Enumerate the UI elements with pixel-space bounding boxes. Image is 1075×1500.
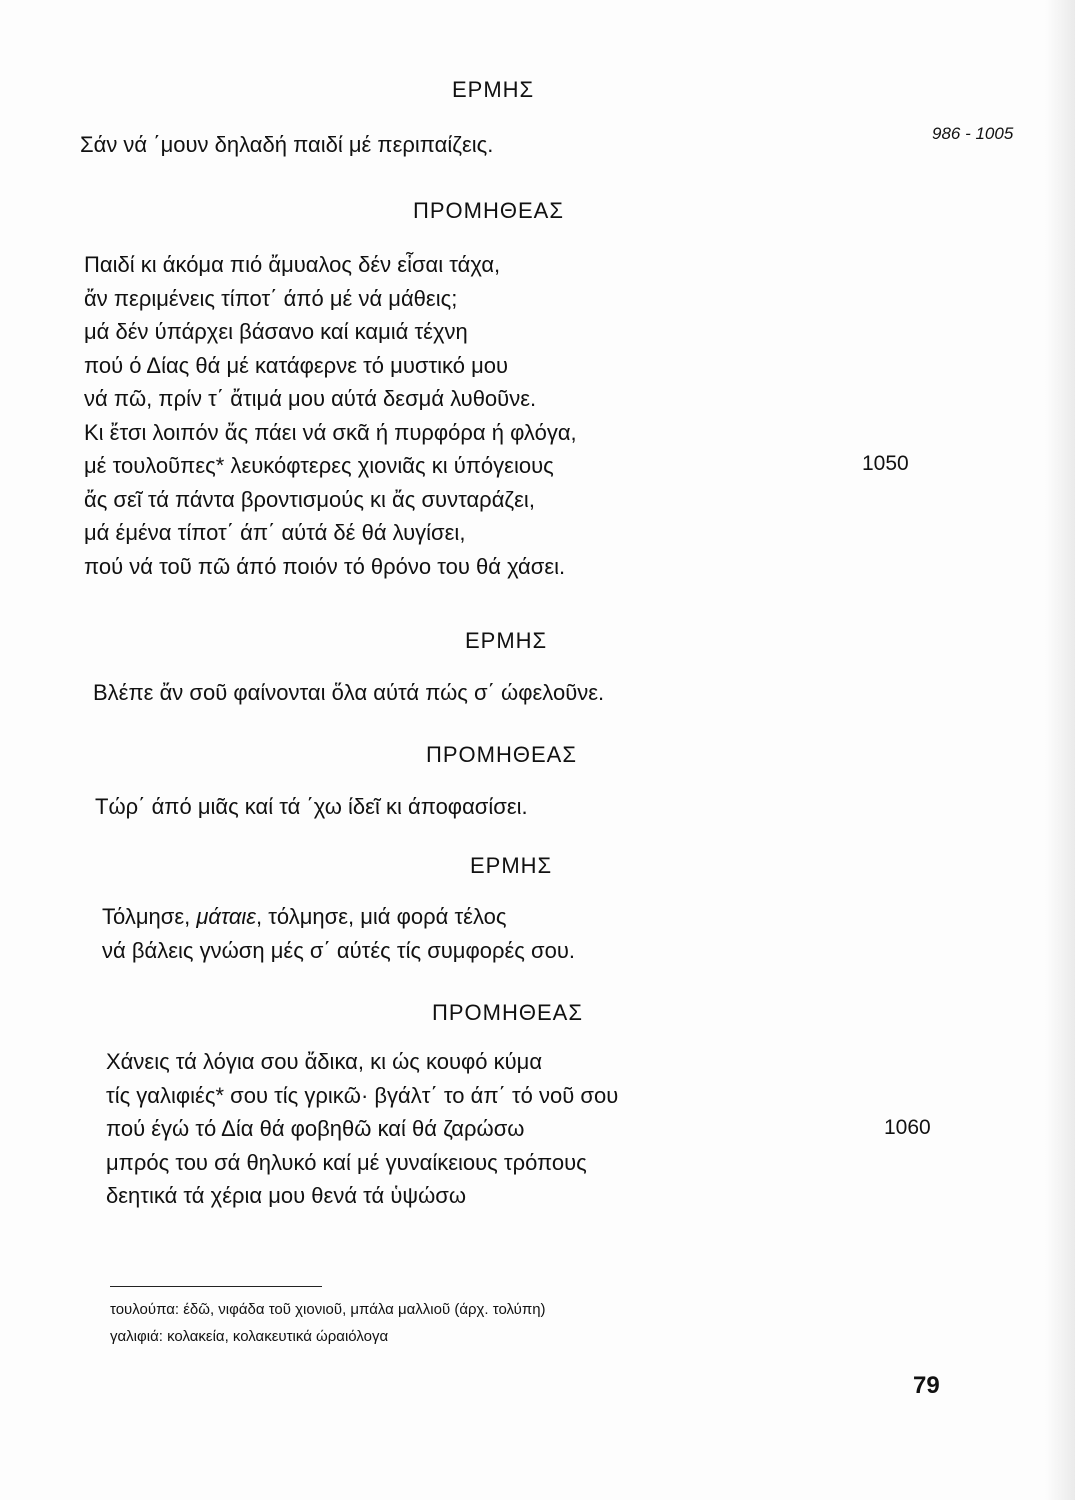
verse-block [102,900,575,967]
verse-line: μά έμένα τίποτ΄ άπ΄ αύτά δέ θά λυγίσει, [84,520,466,545]
speaker-heading: ΠΡΟΜΗΘΕΑΣ [413,198,564,223]
verse-line: Σάν νά ΄μουν δηλαδή παιδί μέ περιπαίζεις. [80,132,494,157]
verse-line: νά βάλεις γνώση μές σ΄ αύτές τίς συμφορές σου. [102,937,575,963]
verse-line: Τώρ΄ άπό μιᾶς καί τά ΄χω ίδεῖ κι άποφασίσει. [95,794,528,819]
line-number: 1060 [884,1116,931,1139]
verse-block [95,790,528,824]
verse-line: τίς γαλιφιές* σου τίς γρικῶ· βγάλτ΄ το άπ΄ τό νοῦ σου [106,1082,619,1108]
verse-line: δεητικά τά χέρια μου θενά τά ὑψώσω [106,1183,467,1208]
verse-line: ἄς σεῖ τά πάντα βροντισμούς κι ἄς συνταράζει, [84,486,535,512]
verse-line: Κι ἔτσι λοιπόν ἄς πάει νά σκᾶ ή πυρφόρα ή φλόγα, [84,419,577,445]
verse-line: πού ό Δίας θά μέ κατάφερνε τό μυστικό μου [84,352,509,378]
verse-line: μά δέν ύπάρχει βάσανο καί καμιά τέχνη [84,319,468,344]
footnote: γαλιφιά: κολακεία, κολακευτικά ώραιόλογα [110,1328,389,1345]
page-number: 79 [913,1372,940,1399]
verse-block [80,128,493,162]
footnote-rule [110,1286,322,1287]
verse-text: Τόλμησε, [102,904,197,929]
footnote: τουλούπα: έδῶ, νιφάδα τοῦ χιονιοῦ, μπάλα μαλλιοῦ (άρχ. τολύπη) [110,1301,546,1318]
verse-line: Χάνεις τά λόγια σου ἄδικα, κι ώς κουφό κύμα [106,1049,543,1074]
verse-line: πού έγώ τό Δία θά φοβηθῶ καί θά ζαρώσω [106,1116,525,1141]
verse-line: Παιδί κι άκόμα πιό ἄμυαλος δέν εἶσαι τάχα, [84,252,501,277]
line-number: 1050 [862,452,909,475]
speaker-heading: ΠΡΟΜΗΘΕΑΣ [432,1000,583,1025]
verse-block [93,676,604,710]
verse-line [102,900,575,934]
verse-line: ἄν περιμένεις τίποτ΄ άπό μέ νά μάθεις; [84,285,458,311]
verse-block [106,1045,618,1213]
verse-text: , τόλμησε, μιά φορά τέλος [255,904,507,929]
verse-line: Βλέπε ἄν σοῦ φαίνονται ὅλα αύτά πώς σ΄ ώφελοῦνε. [93,680,605,705]
speaker-heading: ΕΡΜΗΣ [465,628,548,653]
verse-line: νά πῶ, πρίν τ΄ ἄτιμά μου αύτά δεσμά λυθοῦνε. [84,386,537,411]
verse-block [84,248,577,583]
line-range: 986 - 1005 [932,124,1014,143]
speaker-heading: ΠΡΟΜΗΘΕΑΣ [426,742,577,767]
verse-line: μπρός του σά θηλυκό καί μέ γυναίκειους τρόπους [106,1149,587,1175]
italic-word: μάταιε [196,904,256,929]
footnotes [110,1296,546,1350]
speaker-heading: ΕΡΜΗΣ [452,77,535,102]
speaker-heading: ΕΡΜΗΣ [470,853,553,878]
verse-line: μέ τουλοῦπες* λευκόφτερες χιονιᾶς κι ύπόγειους [84,453,554,478]
verse-line: πού νά τοῦ πῶ άπό ποιόν τό θρόνο του θά χάσει. [84,553,566,579]
page-edge-shadow [1045,0,1075,1500]
